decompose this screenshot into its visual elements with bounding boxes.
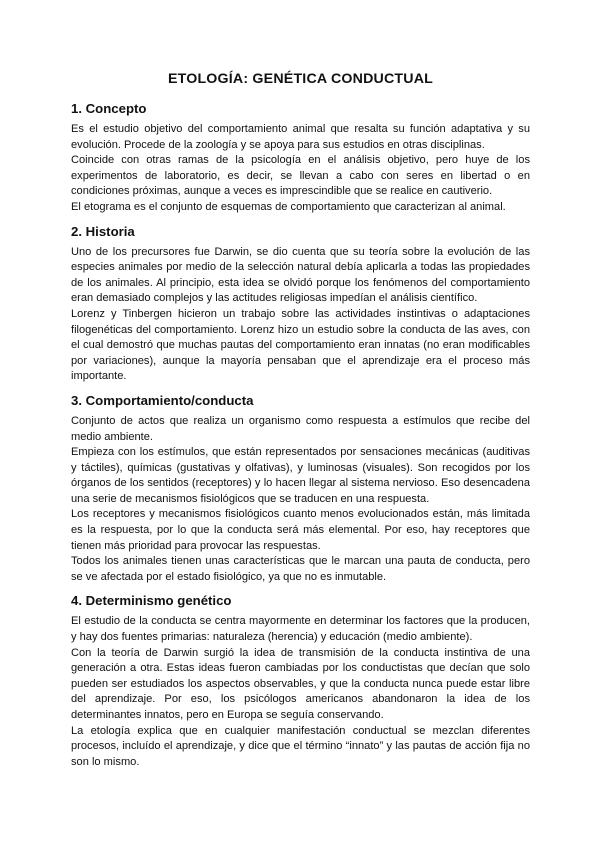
section-comportamiento (71, 393, 530, 586)
paragraph: El estudio de la conducta se centra mayormente en determinar los factores que la producen, y hay dos fuentes primarias: naturaleza (herencia) y educación (medio ambiente). (71, 615, 530, 644)
section-heading: 4. Determinismo genético (71, 593, 232, 609)
section-concepto (71, 101, 530, 216)
paragraph: Empieza con los estímulos, que están representados por sensaciones mecánicas (auditivas y táctiles), químicas (gustativas y olfativas), y luminosas (visuales). Son recogidos por los órganos de los sentidos (receptores) y lo hacen llegar al sistema nervioso. Eso desencadena una serie de mecanismos fisiológicos que se traducen en una respuesta. (71, 446, 530, 505)
paragraph: Coincide con otras ramas de la psicología en el análisis objetivo, pero huye de los experimentos de laboratorio, es decir, se llevan a cabo con seres en libertad o en condiciones próximas, aunque a veces es imprescindible que se realice en cautiverio. (71, 154, 530, 198)
section-determinismo (71, 593, 530, 770)
paragraph: Lorenz y Tinbergen hicieron un trabajo sobre las actividades instintivas o adaptaciones filogenéticas del comportamiento. Lorenz hizo un estudio sobre la conducta de las aves, con el cual demostró que muchas pautas del comportamiento eran innatas (no eran modificables por variaciones), aunque la mayoría pensaban que el aprendizaje era el proceso más importante. (71, 307, 530, 383)
paragraph: Uno de los precursores fue Darwin, se dio cuenta que su teoría sobre la evolución de las especies animales por medio de la selección natural debía aplicarla a todas las propiedades de los animales. Al principio, esta idea se olvidó porque los fenómenos del comportamiento eran demasiado complejos y las actitudes religiosas impedían el análisis científico. (71, 245, 530, 305)
paragraph: Conjunto de actos que realiza un organismo como respuesta a estímulos que recibe del medio ambiente. (71, 414, 530, 443)
paragraph: Todos los animales tienen unas características que le marcan una pauta de conducta, pero se ve afectada por el estado fisiológico, ya que no es inmutable. (71, 555, 530, 583)
section-heading: 2. Historia (71, 223, 135, 239)
section-heading: 1. Concepto (71, 101, 147, 116)
document-title: ETOLOGÍA: GENÉTICA CONDUCTUAL (167, 71, 434, 87)
section-historia (71, 224, 530, 385)
paragraph: Con la teoría de Darwin surgió la idea de transmisión de la conducta instintiva de una generación a otra. Estas ideas fueron cambiadas por los conductistas que decían que solo pueden ser estudiados los aspectos observables, y que la conducta nunca puede estar libre del aprendizaje. Por eso, los psicólogos americanos abandonaron la idea de los determinantes innatos, pero en Europa se seguía conservando. (71, 646, 530, 721)
paragraph: Los receptores y mecanismos fisiológicos cuanto menos evolucionados están, más limitada es la respuesta, por lo que la conducta será más elemental. Por eso, hay receptores que tienen más prioridad para provocar las respuestas. (71, 508, 530, 552)
paragraph: La etología explica que en cualquier manifestación conductual se mezclan diferentes procesos, incluído el aprendizaje, y dice que el término “innato” y las pautas de acción fija no son lo mismo. (71, 724, 530, 768)
paragraph: Es el estudio objetivo del comportamiento animal que resalta su función adaptativa y su evolución. Procede de la zoología y se apoya para sus estudios en otras disciplinas. (71, 123, 530, 151)
paragraph: El etograma es el conjunto de esquemas de comportamiento que caracterizan al animal. (71, 200, 506, 213)
section-heading: 3. Comportamiento/conducta (71, 392, 254, 408)
